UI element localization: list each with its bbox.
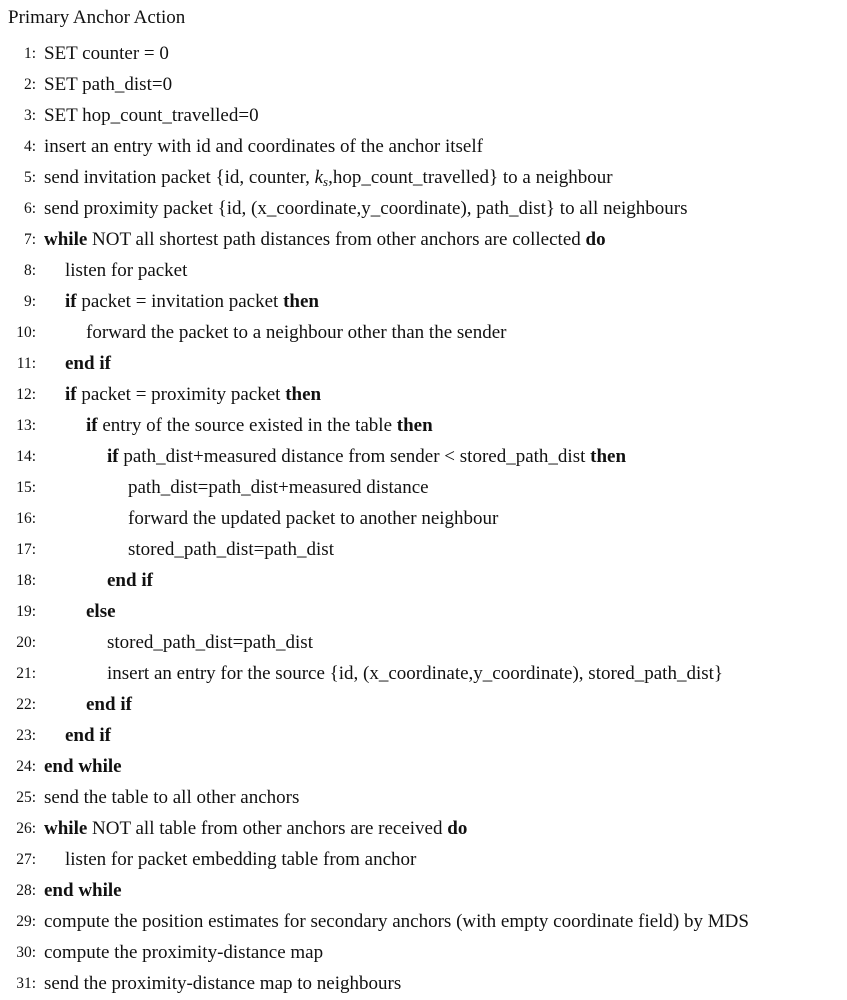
keyword-end-if: end if	[65, 353, 111, 374]
algorithm-line	[0, 751, 847, 782]
algorithm-line	[0, 503, 847, 534]
line-text: path_dist=path_dist+measured distance	[128, 477, 429, 498]
line-number: 15:	[16, 479, 36, 496]
keyword-then: then	[396, 415, 433, 436]
condition-text: packet = proximity packet	[76, 384, 286, 405]
line-text-pre: send invitation packet {id, counter,	[44, 167, 315, 188]
algorithm-line	[0, 689, 847, 720]
algorithm-line	[0, 286, 847, 317]
keyword-then: then	[283, 291, 319, 312]
algorithm-line	[0, 162, 847, 193]
algorithm-line	[0, 255, 847, 286]
algorithm-line	[0, 441, 847, 472]
algorithm-line	[0, 596, 847, 627]
keyword-then: then	[285, 384, 322, 405]
line-text	[44, 162, 613, 197]
line-text: compute the proximity-distance map	[44, 942, 324, 963]
keyword-end-if: end if	[107, 570, 153, 591]
line-text: insert an entry for the source {id, (x_coordinate,y_coordinate), stored_path_dist}	[107, 663, 724, 684]
line-text: insert an entry with id and coordinates of the anchor itself	[44, 136, 483, 157]
line-text	[44, 813, 467, 844]
algorithm-line	[0, 534, 847, 565]
line-text: stored_path_dist=path_dist	[107, 632, 313, 653]
keyword-then: then	[590, 446, 627, 467]
algorithm-line	[0, 193, 847, 224]
keyword-if: if	[107, 446, 119, 467]
line-text	[44, 224, 606, 255]
algorithm-line	[0, 379, 847, 410]
algorithm-title: Primary Anchor Action	[8, 7, 186, 28]
line-number: 17:	[16, 541, 36, 558]
keyword-if: if	[65, 291, 77, 312]
line-text: send proximity packet {id, (x_coordinate,y_coordinate), path_dist} to all neighbours	[44, 198, 688, 219]
line-number: 7:	[23, 231, 36, 248]
algorithm-line	[0, 69, 847, 100]
algorithm-line	[0, 410, 847, 441]
line-number: 9:	[23, 293, 36, 310]
line-number: 12:	[16, 386, 36, 403]
algorithm-line	[0, 317, 847, 348]
line-number: 11:	[16, 355, 36, 372]
line-number: 26:	[16, 820, 36, 837]
algorithm-line	[0, 937, 847, 968]
line-text: send the proximity-distance map to neighbours	[44, 973, 402, 994]
line-number: 5:	[23, 169, 36, 186]
line-text: listen for packet	[65, 260, 188, 281]
line-number: 2:	[23, 76, 36, 93]
line-text	[65, 379, 321, 410]
line-number: 6:	[23, 200, 36, 217]
line-number: 16:	[16, 510, 36, 527]
line-text: send the table to all other anchors	[44, 787, 300, 808]
line-number: 23:	[16, 727, 36, 744]
algorithm-line	[0, 348, 847, 379]
line-text: SET counter = 0	[44, 43, 169, 64]
algorithm-line	[0, 844, 847, 875]
line-text: stored_path_dist=path_dist	[128, 539, 334, 560]
math-subscript: s	[323, 174, 329, 189]
algorithm-body	[0, 38, 847, 999]
condition-text: NOT all shortest path distances from other anchors are collected	[87, 229, 586, 250]
algorithm-line	[0, 875, 847, 906]
keyword-else: else	[86, 601, 116, 622]
algorithm-line	[0, 968, 847, 999]
line-text: forward the packet to a neighbour other than the sender	[86, 322, 507, 343]
line-number: 4:	[23, 138, 36, 155]
condition-text: entry of the source existed in the table	[97, 415, 397, 436]
algorithm-line	[0, 100, 847, 131]
math-symbol: k	[314, 167, 324, 188]
line-number: 3:	[23, 107, 36, 124]
keyword-end-while: end while	[44, 880, 122, 901]
line-number: 8:	[23, 262, 36, 279]
keyword-if: if	[86, 415, 98, 436]
algorithm-line	[0, 720, 847, 751]
line-number: 28:	[16, 882, 36, 899]
algorithm-line	[0, 782, 847, 813]
algorithm-line	[0, 906, 847, 937]
keyword-if: if	[65, 384, 77, 405]
line-number: 20:	[16, 634, 36, 651]
line-text	[65, 286, 319, 317]
keyword-end-while: end while	[44, 756, 122, 777]
line-number: 24:	[16, 758, 36, 775]
line-number: 21:	[16, 665, 36, 682]
line-text: listen for packet embedding table from anchor	[65, 849, 417, 870]
algorithm-line	[0, 224, 847, 255]
condition-text: NOT all table from other anchors are received	[87, 818, 448, 839]
line-number: 18:	[16, 572, 36, 589]
line-number: 25:	[16, 789, 36, 806]
line-number: 29:	[16, 913, 36, 930]
line-text	[86, 410, 433, 441]
keyword-end-if: end if	[86, 694, 132, 715]
algorithm-line	[0, 472, 847, 503]
line-number: 10:	[16, 324, 36, 341]
line-number: 14:	[16, 448, 36, 465]
keyword-do: do	[447, 818, 468, 839]
line-number: 1:	[23, 45, 36, 62]
line-number: 19:	[16, 603, 36, 620]
keyword-end-if: end if	[65, 725, 111, 746]
algorithm-line	[0, 565, 847, 596]
line-text: SET path_dist=0	[44, 74, 173, 95]
line-text: compute the position estimates for secondary anchors (with empty coordinate field) by MDS	[44, 911, 749, 932]
line-text: forward the updated packet to another neighbour	[128, 508, 499, 529]
line-number: 30:	[16, 944, 36, 961]
condition-text: path_dist+measured distance from sender < stored_path_dist	[118, 446, 591, 467]
line-text: SET hop_count_travelled=0	[44, 105, 259, 126]
line-number: 27:	[16, 851, 36, 868]
algorithm-line	[0, 627, 847, 658]
line-number: 13:	[16, 417, 36, 434]
line-text	[107, 441, 626, 472]
algorithm-line	[0, 813, 847, 844]
line-number: 31:	[16, 975, 36, 992]
keyword-do: do	[585, 229, 606, 250]
line-number: 22:	[16, 696, 36, 713]
algorithm-line	[0, 131, 847, 162]
condition-text: packet = invitation packet	[76, 291, 284, 312]
line-text-post: ,hop_count_travelled} to a neighbour	[328, 167, 613, 188]
keyword-while: while	[44, 818, 88, 839]
algorithm-line	[0, 38, 847, 69]
algorithm-line	[0, 658, 847, 689]
keyword-while: while	[44, 229, 88, 250]
